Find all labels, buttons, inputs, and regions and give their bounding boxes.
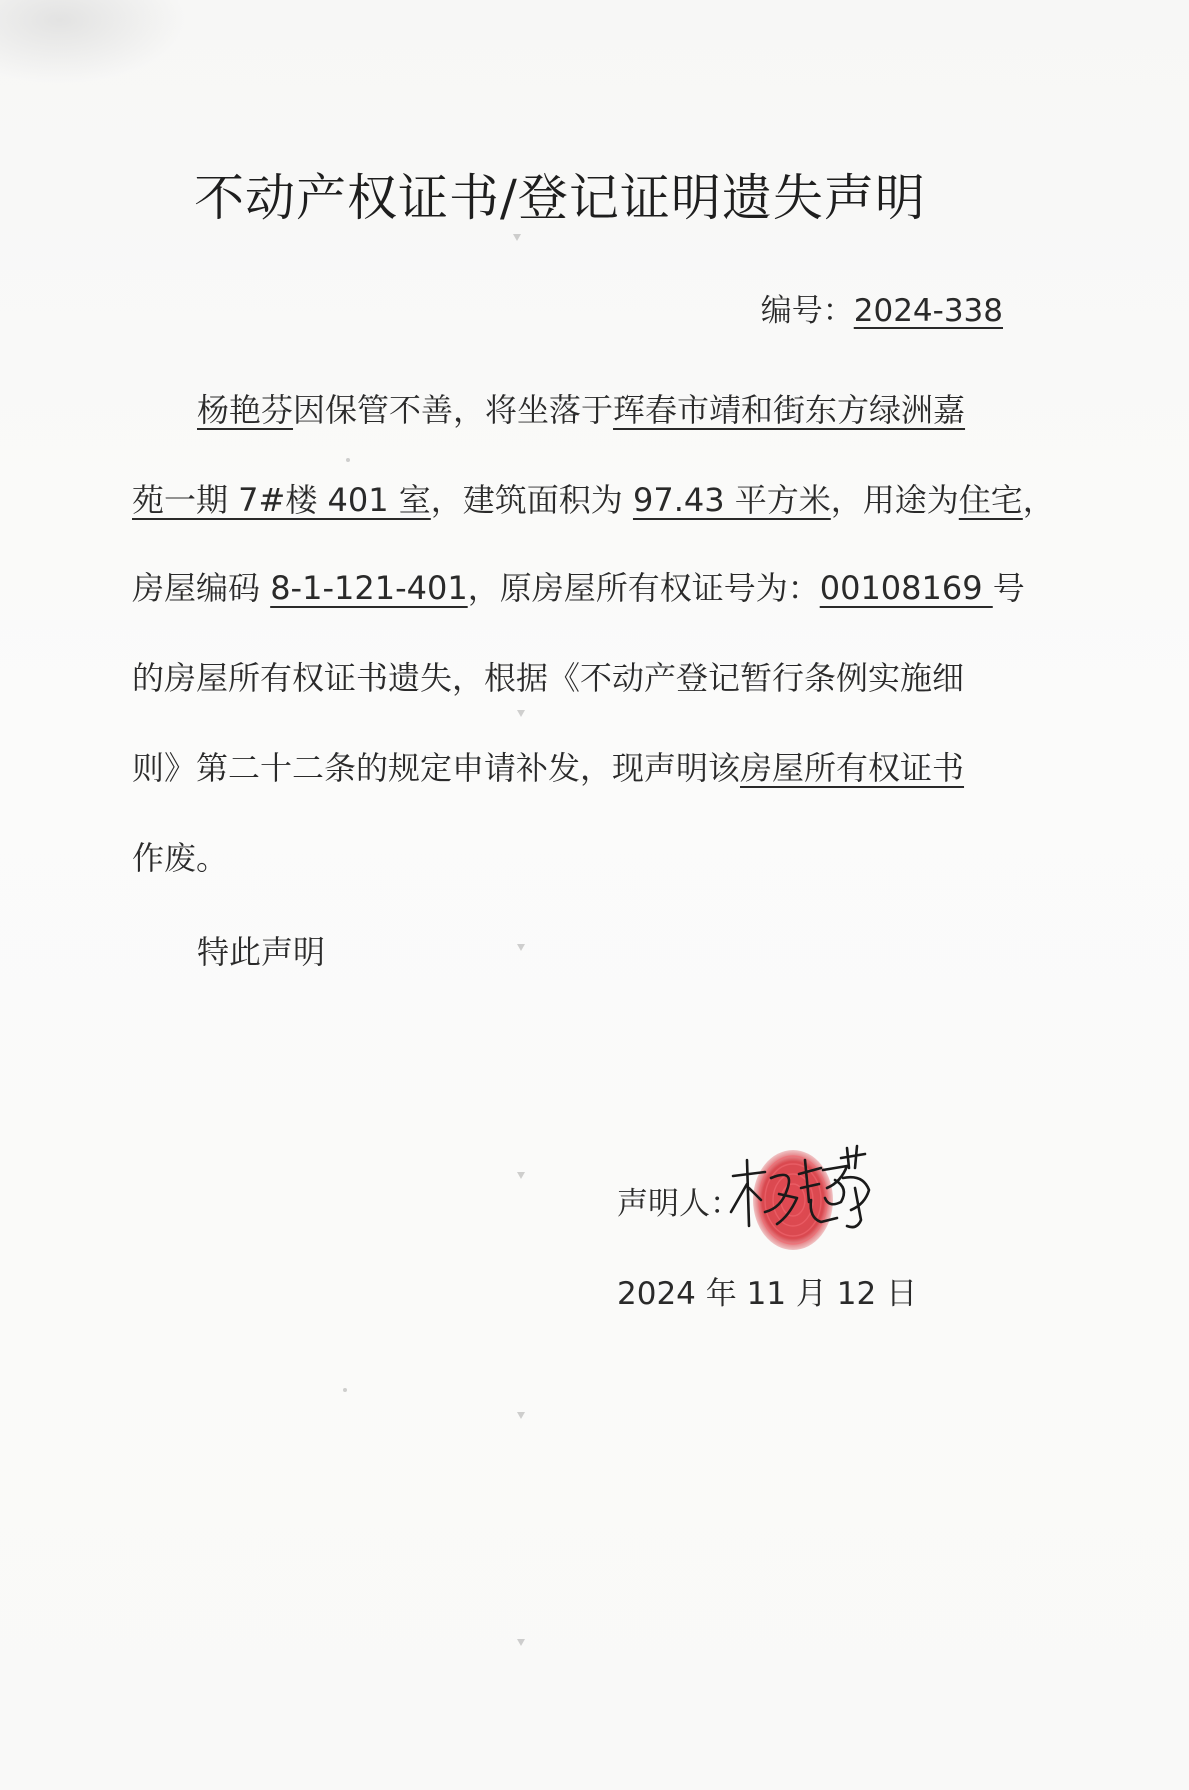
paper-speck: [516, 1170, 526, 1180]
declarant-row: [617, 1178, 741, 1223]
document-number: [761, 285, 1003, 330]
body-line-1: [197, 385, 1077, 431]
date-day: 12: [836, 1276, 877, 1312]
date-month: 11: [746, 1276, 787, 1312]
date-month-unit: 月: [786, 1276, 837, 1312]
body-text: 作废。: [132, 839, 229, 877]
body-text: ，建筑面积为: [430, 481, 633, 519]
property-address-part2: 苑一期 7#楼 401 室: [132, 481, 431, 519]
house-code: 8-1-121-401: [270, 569, 468, 607]
body-text: 的房屋所有权证书遗失，根据《不动产登记暂行条例实施细: [132, 659, 965, 697]
document-number-value: 2024-338: [853, 293, 1003, 329]
certificate-type: 房屋所有权证书: [740, 749, 965, 787]
body-line-2: [132, 475, 1055, 521]
body-line-3: [132, 563, 1025, 609]
property-usage: 住宅: [958, 481, 1023, 519]
date-day-unit: 日: [876, 1276, 918, 1312]
signing-date: [617, 1268, 917, 1313]
body-text: ，用途为: [830, 481, 959, 519]
fingerprint-signature: [725, 1138, 875, 1270]
body-line-5: [132, 743, 1012, 789]
closing-statement: 特此声明: [197, 933, 326, 971]
paper-speck: [343, 455, 353, 465]
paper-speck: [516, 942, 526, 952]
page-title: 不动产权证书/登记证明遗失声明: [194, 169, 926, 227]
paper-speck: [512, 232, 522, 242]
property-address-part1: 珲春市靖和街东方绿洲嘉: [613, 391, 966, 429]
certificate-number: 00108169: [819, 569, 993, 607]
declarant-label: 声明人：: [617, 1186, 741, 1222]
body-text: 因保管不善，将坐落于: [293, 391, 614, 429]
body-line-4: [132, 653, 1012, 699]
body-line-6: [132, 833, 1012, 879]
body-text: 房屋编码: [132, 569, 271, 607]
paper-speck: [340, 1385, 350, 1395]
building-area: 97.43 平方米: [632, 481, 831, 519]
body-text: ，: [1022, 481, 1055, 519]
date-year: 2024: [617, 1276, 696, 1312]
paper-speck: [516, 1637, 526, 1647]
paper-speck: [516, 1410, 526, 1420]
owner-name: 杨艳芬: [197, 391, 294, 429]
body-text: ，原房屋所有权证号为：: [467, 569, 820, 607]
body-text: 则》第二十二条的规定申请补发，现声明该: [132, 749, 741, 787]
document-number-label: 编号：: [760, 293, 854, 329]
body-text: 号: [992, 569, 1025, 607]
paper-speck: [516, 708, 526, 718]
date-year-unit: 年: [695, 1276, 747, 1312]
